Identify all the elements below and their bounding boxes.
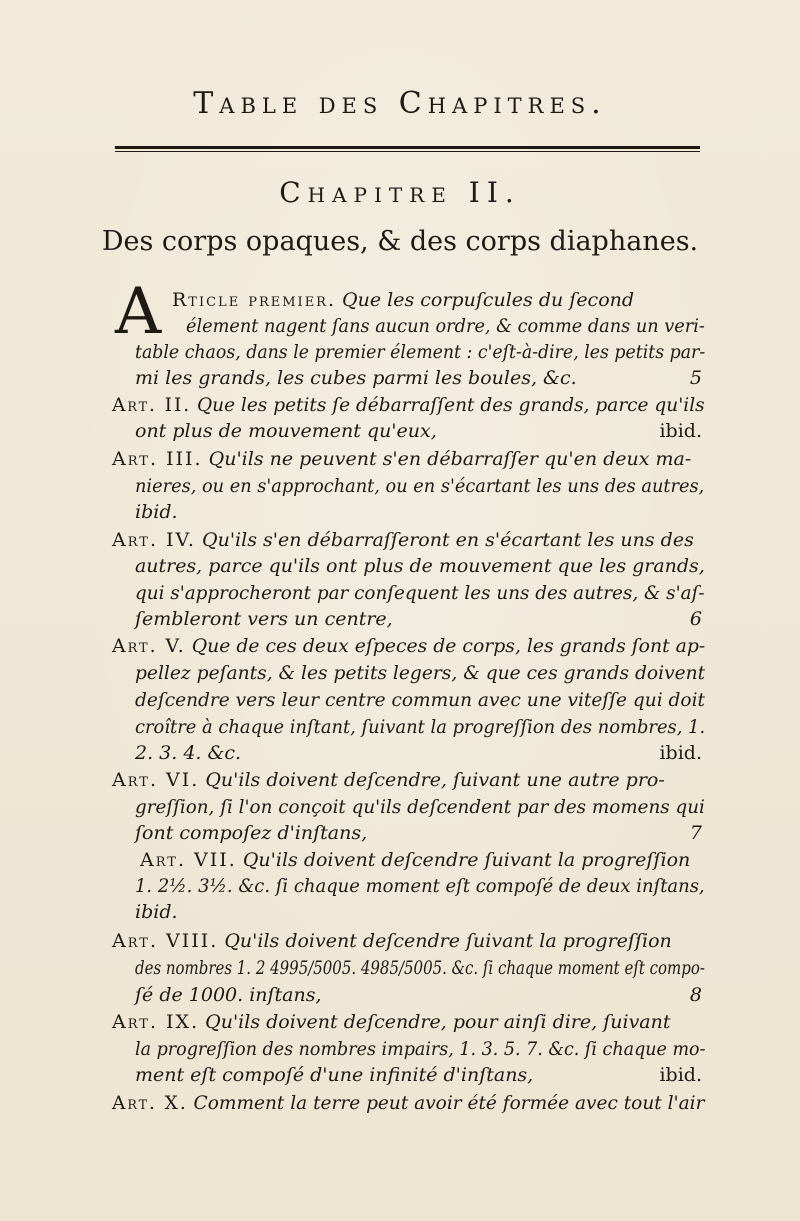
article-text: Qu'ils doivent deſcendre ſuivant la progreſſion xyxy=(236,849,691,871)
page-number: 8 xyxy=(689,984,702,1006)
toc-line xyxy=(135,417,437,445)
chapter-subtitle: Des corps opaques, & des corps diaphanes. xyxy=(101,226,699,257)
article-text: nieres, ou en s'approchant, ou en s'écartant les uns des autres, xyxy=(135,475,705,497)
toc-line xyxy=(135,686,705,714)
toc-line xyxy=(135,338,705,366)
article-text: deſcendre vers leur centre commun avec une viteſſe qui doit xyxy=(135,689,705,711)
article-text: autres, parce qu'ils ont plus de mouvement que les grands, xyxy=(135,555,705,577)
toc-line xyxy=(135,498,178,526)
article-heading: Art. VI. xyxy=(112,769,200,791)
article-text: Qu'ils doivent deſcendre, ſuivant une autre pro- xyxy=(199,769,665,791)
article-text: ſembleront vers un centre, xyxy=(135,608,393,630)
toc-line xyxy=(135,605,393,633)
article-text: Qu'ils doivent deſcendre ſuivant la progreſſion xyxy=(218,930,672,952)
page-number: ibid. xyxy=(659,420,702,442)
toc-line xyxy=(112,927,672,955)
toc-line xyxy=(135,1061,533,1089)
toc-line xyxy=(135,954,705,982)
article-text: qui s'approcheront par conſequent les uns des autres, & s'aſ- xyxy=(135,582,705,604)
article-text: Que les corpuſcules du ſecond xyxy=(336,289,635,311)
toc-line xyxy=(135,659,705,687)
article-text: ont plus de mouvement qu'eux, xyxy=(135,420,437,442)
toc-line xyxy=(135,793,705,821)
article-text: pellez peſants, & les petits legers, & que ces grands doivent xyxy=(135,662,706,684)
toc-line xyxy=(135,552,705,580)
article-heading: Art. IX. xyxy=(112,1011,200,1033)
toc-line xyxy=(135,579,705,607)
article-text: Que de ces deux eſpeces de corps, les grands ſont ap- xyxy=(185,635,706,657)
page-number: 6 xyxy=(689,608,702,630)
toc-line xyxy=(135,819,367,847)
article-heading: Rticle premier. xyxy=(172,289,337,311)
page-number: ibid. xyxy=(659,1064,702,1086)
article-text: Qu'ils ne peuvent s'en débarraſſer qu'en deux ma- xyxy=(202,448,692,470)
toc-line xyxy=(135,898,178,926)
article-text: la progreſſion des nombres impairs, 1. 3. 5. 7. &c. ſi chaque mo- xyxy=(135,1038,706,1060)
article-text: Qu'ils s'en débarraſſeront en s'écartant les uns des xyxy=(195,529,694,551)
drop-cap: A xyxy=(115,275,162,349)
article-text: ſont compoſez d'inſtans, xyxy=(135,822,368,844)
article-text: croître à chaque inſtant, ſuivant la progreſſion des nombres, 1. xyxy=(135,716,706,738)
article-heading: Art. III. xyxy=(112,448,203,470)
article-heading: Art. X. xyxy=(112,1092,188,1114)
toc-line xyxy=(140,846,690,874)
article-text: 1. 2½. 3½. &c. ſi chaque moment eſt compoſé de deux inſtans, xyxy=(135,875,705,897)
article-text: Que les petits ſe débarraſſent des grands, parce qu'ils xyxy=(191,394,705,416)
article-text: ſé de 1000. inſtans, xyxy=(135,984,322,1006)
toc-line xyxy=(172,286,634,314)
toc-line xyxy=(135,739,241,767)
article-text: des nombres 1. 2 4995/5005. 4985/5005. &c. ſi chaque moment eſt compo- xyxy=(135,957,705,979)
article-heading: Art. V. xyxy=(112,635,186,657)
page-number: ibid. xyxy=(659,742,702,764)
toc-line xyxy=(112,526,694,554)
toc-line xyxy=(186,312,705,340)
toc-line xyxy=(112,445,691,473)
toc-line xyxy=(112,1008,671,1036)
toc-line xyxy=(112,766,665,794)
article-text: mi les grands, les cubes parmi les boules, &c. xyxy=(135,367,577,389)
page-number: 5 xyxy=(689,367,702,389)
article-heading: Art. VII. xyxy=(140,849,237,871)
article-text: ibid. xyxy=(135,901,178,923)
toc-line xyxy=(112,1089,704,1117)
toc-line xyxy=(135,364,577,392)
article-text: 2. 3. 4. &c. xyxy=(135,742,242,764)
article-heading: Art. IV. xyxy=(112,529,196,551)
chapter-title: Chapitre II. xyxy=(279,176,521,209)
toc-line xyxy=(135,472,704,500)
article-heading: Art. VIII. xyxy=(112,930,219,952)
toc-line xyxy=(135,1035,706,1063)
toc-line xyxy=(112,391,705,419)
article-text: ibid. xyxy=(135,501,178,523)
article-text: Qu'ils doivent deſcendre, pour ainſi dire, ſuivant xyxy=(199,1011,671,1033)
article-text: table chaos, dans le premier élement : c'eſt-à-dire, les petits par- xyxy=(135,341,706,363)
article-heading: Art. II. xyxy=(112,394,192,416)
article-text: élement nagent ſans aucun ordre, & comme dans un veri- xyxy=(186,315,705,337)
toc-line xyxy=(135,981,322,1009)
article-text: ment eſt compoſé d'une infinité d'inſtans, xyxy=(135,1064,534,1086)
article-text: greſſion, ſi l'on conçoit qu'ils deſcendent par des momens qui xyxy=(135,796,705,818)
article-text: Comment la terre peut avoir été formée avec tout l'air xyxy=(187,1092,705,1114)
page-number: 7 xyxy=(689,822,702,844)
toc-line xyxy=(112,632,705,660)
running-head: Table des Chapitres. xyxy=(193,86,607,121)
toc-line xyxy=(135,713,705,741)
toc-line xyxy=(135,872,705,900)
